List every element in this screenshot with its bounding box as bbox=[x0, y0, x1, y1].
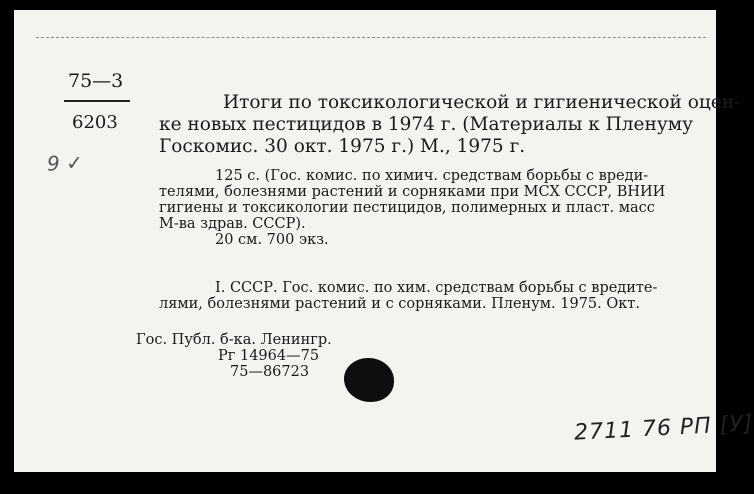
imprint-line: М-ва здрав. СССР). bbox=[159, 216, 306, 232]
imprint-line: 125 с. (Гос. комис. по химич. средствам борьбы с вреди- bbox=[215, 168, 649, 184]
imprint-block bbox=[159, 168, 665, 248]
holding-block bbox=[136, 332, 332, 380]
imprint-line: телями, болезнями растений и сорняками при МСХ СССР, ВНИИ bbox=[159, 184, 666, 200]
imprint-line: 20 см. 700 экз. bbox=[215, 232, 329, 248]
ink-blot bbox=[344, 358, 394, 402]
subject-line: лями, болезнями растений и с сорняками. Пленум. 1975. Окт. bbox=[159, 296, 640, 312]
shelf-code: 75—3 bbox=[68, 70, 124, 92]
library-name: Гос. Публ. б-ка. Ленингр. bbox=[136, 332, 332, 348]
catalog-card bbox=[14, 10, 754, 472]
title-block bbox=[159, 92, 740, 158]
imprint-line: гигиены и токсикологии пестицидов, полимерных и пласт. масс bbox=[159, 200, 655, 216]
shelf-rule bbox=[64, 100, 130, 102]
subject-line: I. СССР. Гос. комис. по хим. средствам борьбы с вредите- bbox=[215, 280, 658, 296]
shelf-number: 6203 bbox=[72, 112, 118, 133]
handwritten-copies-note: 9 ✓ bbox=[46, 150, 84, 176]
top-dashed-rule bbox=[36, 37, 706, 38]
accession-number: 75—86723 bbox=[230, 364, 310, 380]
registration-number: Рг 14964—75 bbox=[218, 348, 320, 364]
title-line: ке новых пестицидов в 1974 г. (Материалы к Пленуму bbox=[159, 114, 693, 135]
handwritten-id-note: 2711 76 РП [У] bbox=[573, 411, 754, 446]
title-line: Госкомис. 30 окт. 1975 г.) М., 1975 г. bbox=[159, 136, 526, 157]
subject-heading-block bbox=[159, 280, 657, 312]
title-line: Итоги по токсикологической и гигиенической оцен- bbox=[223, 92, 741, 113]
